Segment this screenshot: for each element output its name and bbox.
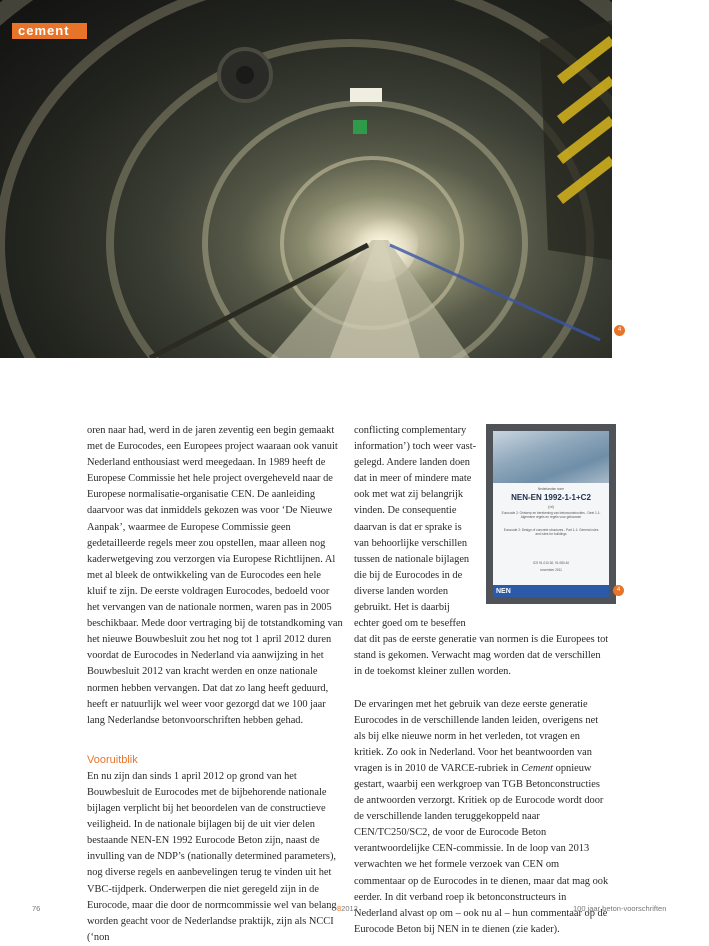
cover-photo: [493, 431, 609, 483]
doc-line: Eurocode 2: Ontwerp en berekening van betonconstructies - Deel 1-1: Algemene regels en regels voor gebouwen: [501, 511, 601, 519]
text-line: vinden. De consequentie: [354, 505, 457, 517]
right-paragraph-1-continued: dat dit pas de eerste generatie van normen is die Europees tot stand is gekomen. Verwacht mag worden dat de verschillen in de toekomst kleiner zullen worden.: [354, 634, 609, 678]
left-paragraph-2: En nu zijn dan sinds 1 april 2012 op grond van het Bouwbesluit de Eurocodes met de bijbehorende nationale bijlagen verplicht bij het beoordelen van de constructieve veiligheid. In de nationale bijlagen bij de uit vier delen bestaande NEN-EN 1992 Eurocode Beton zijn, naast de invulling van de NDP’s (nationally determined parameters), nog diverse regels en aanbevelingen terug te vinden uit het VBC-tijdperk. Onderwerpen die niet geregeld zijn in de Eurocode, maar die door de normcommissie wel van belang worden geacht voor de Nederlandse praktijk, zijn als NCCI (‘non: [87, 770, 337, 943]
doc-code: ICS 91.010.30; 91.080.40: [532, 561, 570, 565]
magazine-name: Cement: [521, 762, 554, 774]
section-name: 100 jaar beton-voorschriften: [573, 904, 667, 913]
issue-number: 8: [337, 904, 342, 913]
left-paragraph-1: oren naar had, werd in de jaren zeventig een begin gemaakt met de Eurocodes, een Europees project waaraan ook vanuit Nederland enthousiast werd meegedaan. In 1989 heeft de Europese Commissie het hele project overgeheveld naar de Europese normalisatie-organisatie CEN. De aanleiding daarvoor was dat inmiddels gekozen was voor ‘De Nieuwe Aanpak’, waarmee de Europese Commissie geen gedetailleerde regels meer zou opstellen, maar alleen nog kaderwetgeving zou verzorgen via Europese Richtlijnen. Al met al bleek de ontwikkeling van de Eurocodes een hele kluif te zijn. De eerste voldragen Eurocodes, bedoeld voor het vervangen van de nationale normen, waren pas in 2005 beschikbaar. Mede door vertraging bij de totstandkoming van het nieuwe Bouwbesluit zou het nog tot 1 april 2012 duren voordat de Eurocodes in Nederland via aanwijzing in het Bouwbesluit 2012 van kracht werden en onze nationale normen hebben vervangen. Dat dat zo lang heeft geduurd, heeft er natuurlijk wel weer voor gezorgd dat we 100 jaar lang Nederlandse betonvoorschriften hebben gehad.: [87, 425, 343, 726]
doc-subtitle: (nl): [548, 504, 554, 509]
text-line: tussen de nationale bijlagen: [354, 553, 470, 565]
doc-line: Eurocode 2: Design of concrete structures - Part 1-1: General rules and rules for buildings: [503, 528, 599, 536]
tunnel-photo: [0, 0, 612, 358]
text-line: dat in meer of mindere mate: [354, 473, 472, 485]
paragraph-text: De ervaringen met het gebruik van deze eerste generatie Eurocodes in de verschillende landen leiden, overigens net als bij elke nieuwe norm in het verleden, tot vragen en kritiek. Zo ook in Nederland. Voor het beantwoorden van vragen is in 2010 de VARCE-rubriek in: [354, 698, 599, 774]
wrapped-text: [354, 423, 479, 632]
issue-label: [337, 904, 358, 913]
page-number: 76: [32, 904, 41, 913]
text-line: conflicting complementary: [354, 425, 467, 436]
tunnel-illustration: [0, 0, 612, 358]
brand-logo: cement: [12, 23, 87, 39]
doc-title: NEN-EN 1992-1-1+C2: [511, 493, 591, 502]
inset-marker: 4: [613, 585, 624, 596]
right-paragraph-2: [354, 697, 611, 938]
paragraph-text: opnieuw gestart, waarbij een werkgroep van TGB Betonconstructies de antwoorden verzorgt. Kritiek op de Eurocode wordt door de verschillende landen teruggekoppeld naar CEN/TC250/SC2, de voor de Eurocode Beton verantwoordelijke CEN-commissie. In de loop van 2013 verwachten we het formele verzoek van CEN om commentaar op de Eurocodes in te dienen, maar dat mag ook eerder. In dit verband roep ik betonconstructeurs in Nederland alvast op om – ook nu al – hun commentaar op de Eurocode Beton bij NEN in te dienen (zie kader).: [354, 762, 609, 935]
section-heading: Vooruitblik: [87, 753, 138, 766]
text-line: diverse landen worden: [354, 585, 449, 597]
text-line: ook met wat zij belangrijk: [354, 489, 464, 501]
nen-logo: NEN: [496, 588, 511, 595]
text-line: gelegd. Andere landen doen: [354, 457, 470, 469]
inset-photo: [486, 424, 616, 604]
standard-document-cover: [493, 431, 609, 597]
text-line: van behoorlijke verschillen: [354, 537, 468, 549]
text-line: echter goed om te beseffen: [354, 618, 466, 630]
doc-date: november 2011: [540, 568, 562, 572]
page-marker: 4: [614, 325, 625, 336]
doc-header: Nederlandse norm: [537, 487, 565, 491]
text-line: die bij de Eurocodes in de: [354, 569, 463, 581]
text-line: gebruikt. Het is daarbij: [354, 602, 450, 614]
text-line: information’) toch weer vast-: [354, 441, 477, 453]
text-line: daarvan is dat er sprake is: [354, 521, 462, 533]
left-column: [87, 423, 343, 946]
issue-year: 2012: [341, 904, 358, 913]
